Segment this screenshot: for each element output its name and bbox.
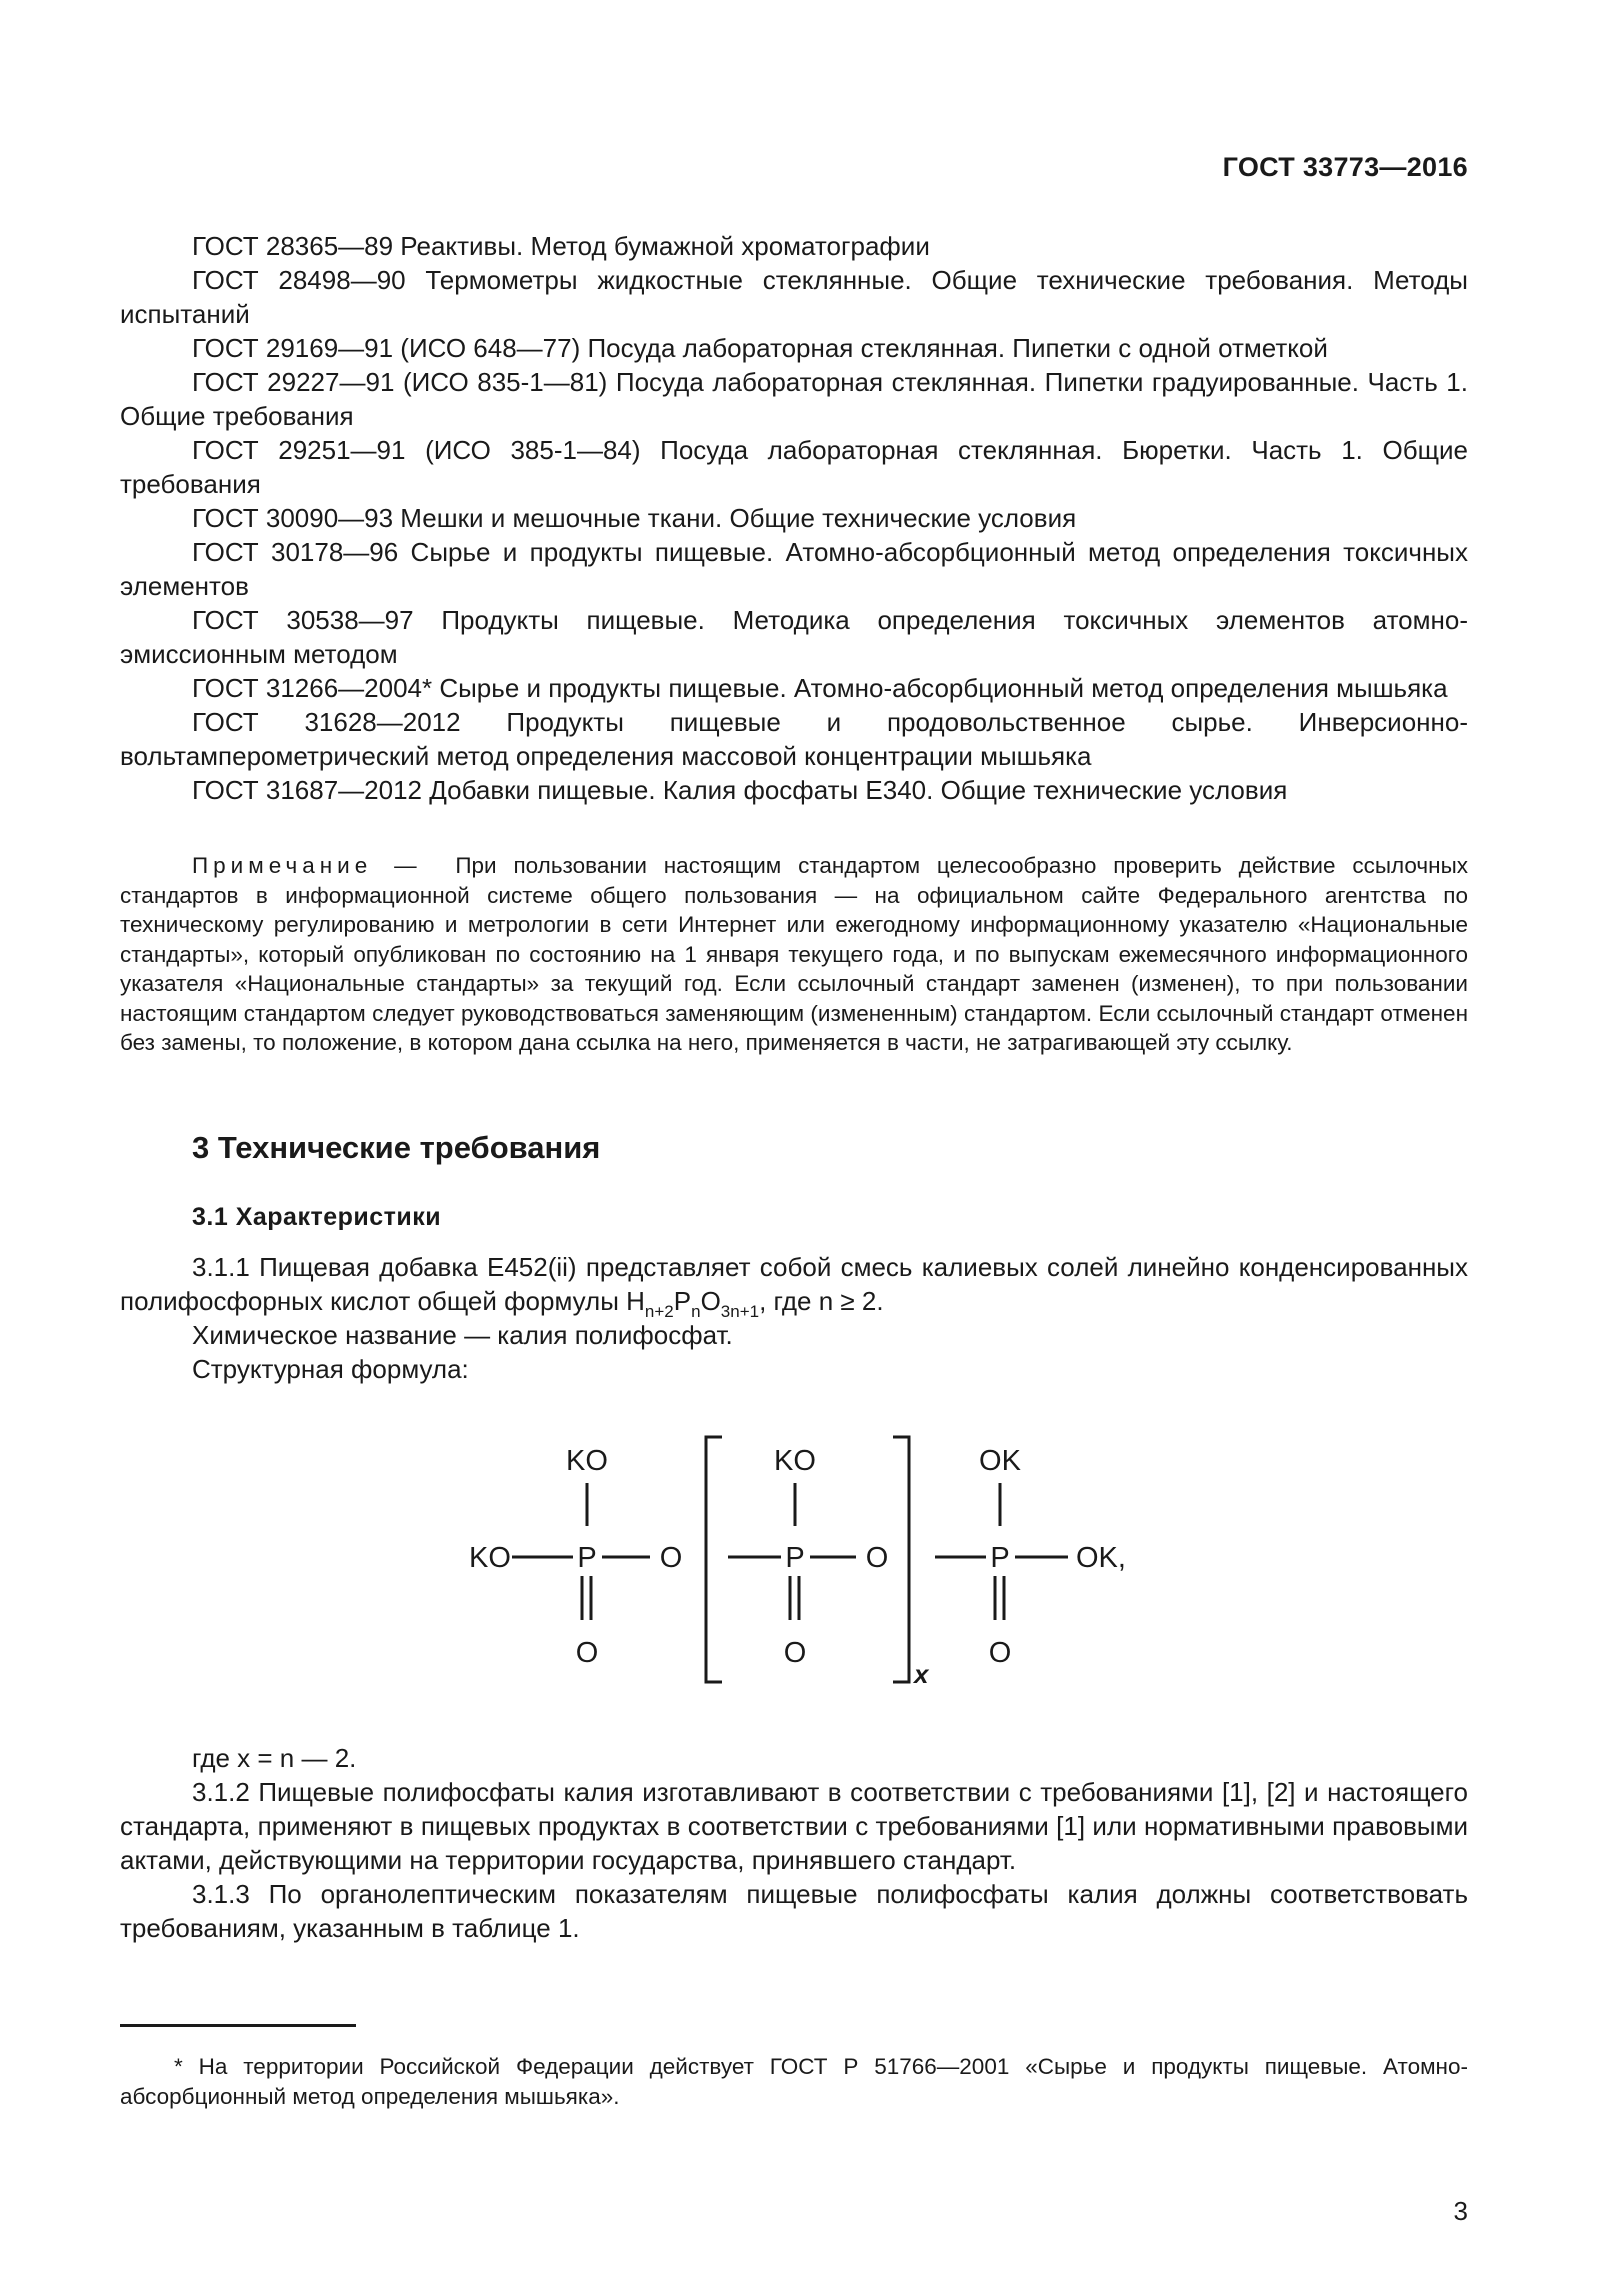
document-header-id: ГОСТ 33773—2016 <box>1222 152 1468 182</box>
section-title: 3 Технические требования <box>192 1130 601 1165</box>
reference-item: ГОСТ 30538—97 Продукты пищевые. Методика определения токсичных элементов атомно-эмиссионным методом <box>120 605 1468 669</box>
formula-ok-right: OK, <box>1076 1542 1126 1574</box>
structural-formula-label: Структурная формула: <box>192 1354 469 1384</box>
reference-item: ГОСТ 31687—2012 Добавки пищевые. Калия фосфаты Е340. Общие технические условия <box>192 775 1288 805</box>
reference-item: ГОСТ 28498—90 Термометры жидкостные стеклянные. Общие технические требования. Методы испытаний <box>120 265 1468 329</box>
formula-o-bottom-right: O <box>988 1637 1012 1669</box>
clause-tail: , где n ≥ 2. <box>759 1286 884 1316</box>
formula-ko-top-middle: KO <box>774 1445 816 1477</box>
formula-ko-left: KO <box>469 1542 511 1574</box>
reference-item: ГОСТ 29169—91 (ИСО 648—77) Посуда лабораторная стеклянная. Пипетки с одной отметкой <box>192 333 1328 363</box>
reference-item: ГОСТ 31266—2004* Сырье и продукты пищевые. Атомно-абсорбционный метод определения мышьяка <box>192 673 1448 703</box>
reference-item: ГОСТ 29227—91 (ИСО 835-1—81) Посуда лабораторная стеклянная. Пипетки градуированные. Часть 1. Общие требования <box>120 367 1468 431</box>
clause-body: 3.1.1 Пищевая добавка Е452(ii) представляет собой смесь калиевых солей линейно конденсированных полифосфорных кислот общей формулы <box>120 1252 1468 1316</box>
note-block <box>120 851 1468 1058</box>
clauses-continued <box>120 1741 1468 1945</box>
note-label: Примечание — <box>192 853 422 878</box>
section-heading <box>192 1130 600 1166</box>
clause-3-1-1 <box>120 1250 1468 1386</box>
general-formula: $H_{n+2}P_nO_{3n+1}$ <box>626 1286 760 1321</box>
reference-item: ГОСТ 29251—91 (ИСО 385-1—84) Посуда лабораторная стеклянная. Бюретки. Часть 1. Общие требования <box>120 435 1468 499</box>
reference-item: ГОСТ 31628—2012 Продукты пищевые и продовольственное сырье. Инверсионно-вольтамперометрический метод определения массовой концентрации мышьяка <box>120 707 1468 771</box>
subsection-heading <box>192 1203 441 1232</box>
reference-item: ГОСТ 30090—93 Мешки и мешочные ткани. Общие технические условия <box>192 503 1077 533</box>
formula-repeat-index: x <box>914 1659 929 1689</box>
footnote: * На территории Российской Федерации действует ГОСТ Р 51766—2001 «Сырье и продукты пищевые. Атомно-абсорбционный метод определения мышьяка». <box>120 2054 1468 2109</box>
formula-o-bridge-middle: O <box>865 1542 889 1574</box>
formula-ok-top-right: OK <box>979 1445 1021 1477</box>
note-text: При пользовании настоящим стандартом целесообразно проверить действие ссылочных стандартов в информационной системе общего пользования — на официальном сайте Федерального агентства по техническому регулированию и метрологии в сети Интернет или ежегодному информационному указателю «Национальные стандарты», который опубликован по состоянию на 1 января текущего года, и по выпускам ежемесячного информационного указателя «Национальные стандарты» за текущий год. Если ссылочный стандарт заменен (изменен), то при пользовании настоящим стандартом следует руководствоваться заменяющим (измененным) стандартом. Если ссылочный стандарт отменен без замены, то положение, в котором дана ссылка на него, применяется в части, не затрагивающей эту ссылку. <box>120 853 1468 1055</box>
chemical-name: Химическое название — калия полифосфат. <box>192 1320 733 1350</box>
formula-o-bottom-middle: O <box>783 1637 807 1669</box>
structural-formula-diagram <box>0 1420 1614 1720</box>
formula-p-middle: P <box>785 1542 805 1574</box>
formula-p-left: P <box>577 1542 597 1574</box>
reference-item: ГОСТ 30178—96 Сырье и продукты пищевые. Атомно-абсорбционный метод определения токсичных элементов <box>120 537 1468 601</box>
normative-references-list <box>120 229 1468 807</box>
clause-3-1-2: 3.1.2 Пищевые полифосфаты калия изготавливают в соответствии с требованиями [1], [2] и настоящего стандарта, применяют в пищевых продуктах в соответствии с требованиями [1] или нормативными правовыми актами, действующими на территории государства, принявшего стандарт. <box>120 1777 1468 1875</box>
formula-ko-top-left: KO <box>566 1445 608 1477</box>
formula-o-bridge-left: O <box>659 1542 683 1574</box>
formula-p-right: P <box>990 1542 1010 1574</box>
subsection-title: 3.1 Характеристики <box>192 1203 442 1231</box>
formula-o-bottom-left: O <box>575 1637 599 1669</box>
reference-item: ГОСТ 28365—89 Реактивы. Метод бумажной хроматографии <box>192 231 930 261</box>
page-number: 3 <box>1453 2196 1468 2226</box>
where-x-definition: где x = n — 2. <box>192 1743 357 1773</box>
clause-text <box>120 1250 1468 1321</box>
clause-3-1-3: 3.1.3 По органолептическим показателям пищевые полифосфаты калия должны соответствовать требованиям, указанным в таблице 1. <box>120 1879 1468 1943</box>
footnote-separator <box>120 2024 356 2027</box>
